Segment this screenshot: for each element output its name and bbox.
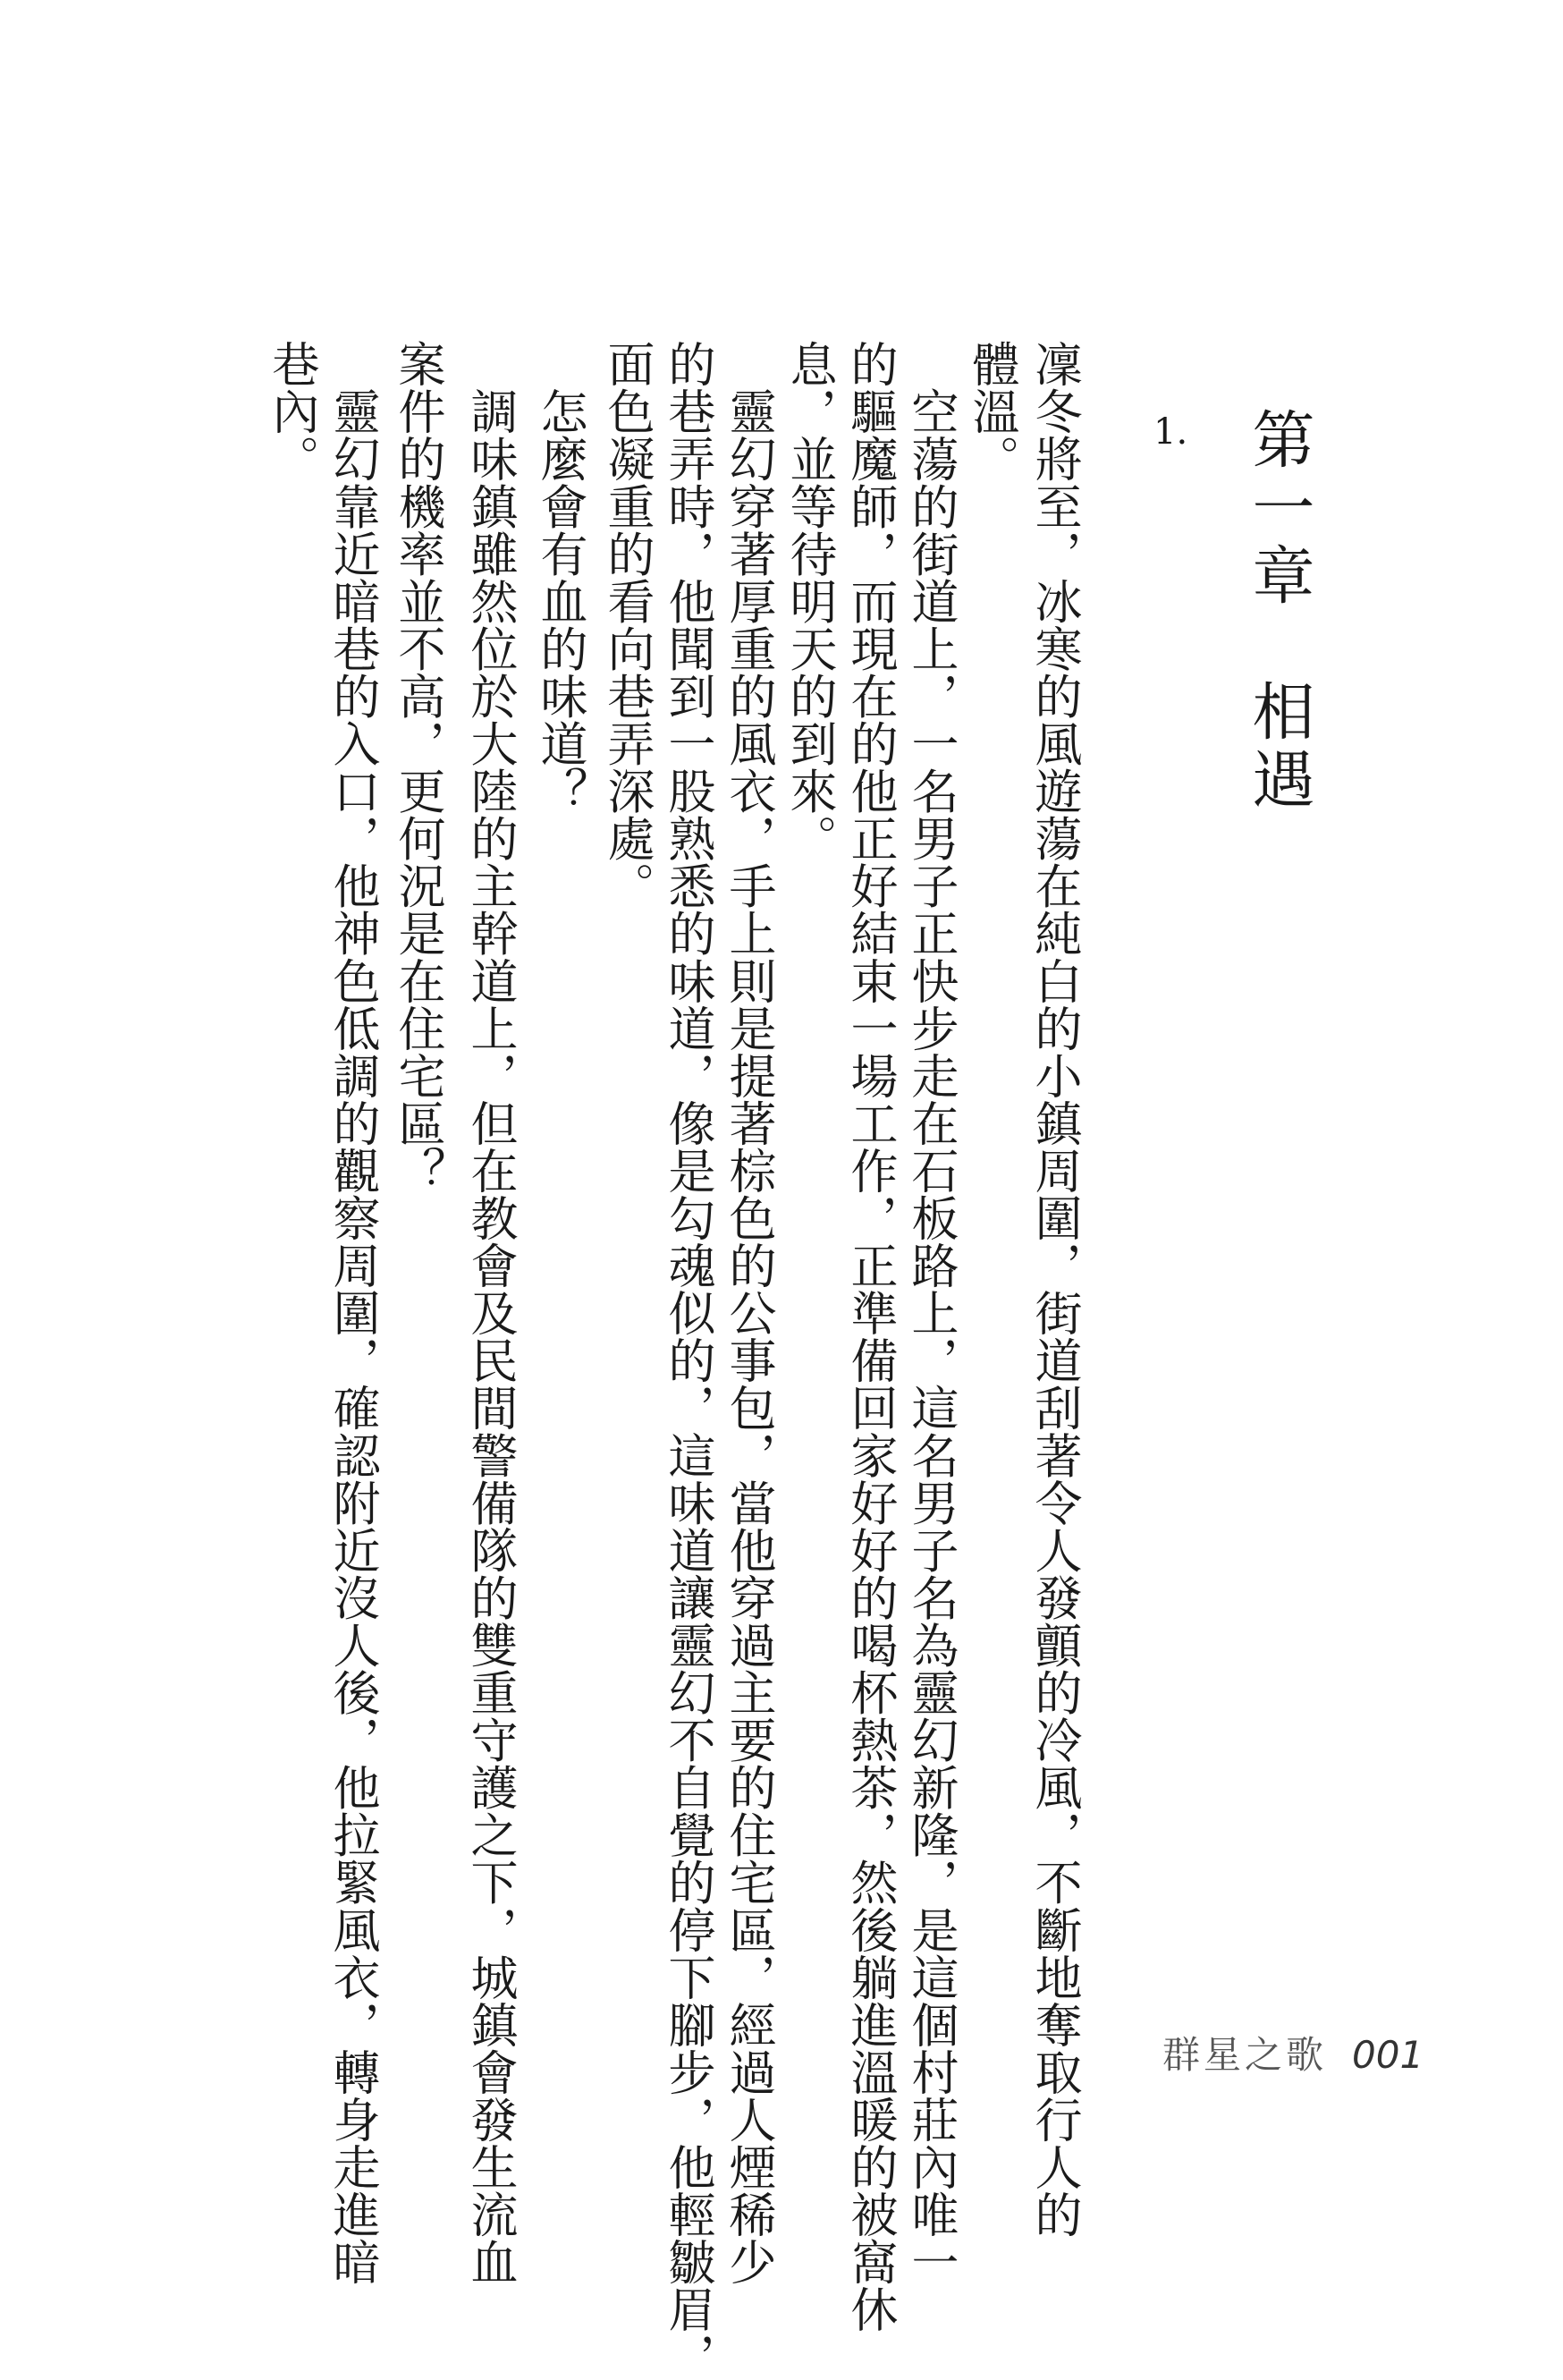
- text-column-7: 的巷弄時，他聞到一股熟悉的味道，像是勾魂似的，這味道讓靈幻不自覺的停下腳步，他輕皺眉，: [661, 340, 715, 2380]
- book-title: 群星之歌: [1162, 2033, 1328, 2077]
- text-column-3: 空蕩的街道上，一名男子正快步走在石板路上，這名男子名為靈幻新隆，是這個村莊內唯一: [904, 340, 959, 2286]
- chapter-title: 第一章 相遇: [1242, 407, 1315, 815]
- page-number: 001: [1352, 2033, 1424, 2077]
- text-column-11: 案件的機率並不高，更何況是在住宅區？: [391, 340, 445, 1194]
- text-column-5: 息，並等待明天的到來。: [782, 340, 837, 862]
- text-column-12: 靈幻靠近暗巷的入口，他神色低調的觀察周圍，確認附近沒人後，他拉緊風衣，轉身走進暗: [325, 340, 380, 2286]
- running-footer: [1162, 2026, 1424, 2079]
- text-column-9: 怎麼會有血的味道？: [533, 340, 587, 815]
- text-column-13: 巷內。: [265, 340, 319, 483]
- text-column-2: 體溫。: [965, 340, 1019, 483]
- text-column-4: 的驅魔師，而現在的他正好結束一場工作，正準備回家好好的喝杯熱茶，然後躺進溫暖的被窩休: [843, 340, 898, 2333]
- section-number: 1.: [1153, 411, 1188, 453]
- text-column-6: 靈幻穿著厚重的風衣，手上則是提著棕色的公事包，當他穿過主要的住宅區，經過人煙稀少: [722, 340, 776, 2286]
- text-column-8: 面色凝重的看向巷弄深處。: [600, 340, 655, 910]
- text-column-10: 調味鎮雖然位於大陸的主幹道上，但在教會及民間警備隊的雙重守護之下，城鎮會發生流血: [463, 340, 518, 2286]
- text-column-1: 凜冬將至，冰寒的風遊蕩在純白的小鎮周圍，街道刮著令人發顫的冷風，不斷地奪取行人的: [1027, 340, 1082, 2238]
